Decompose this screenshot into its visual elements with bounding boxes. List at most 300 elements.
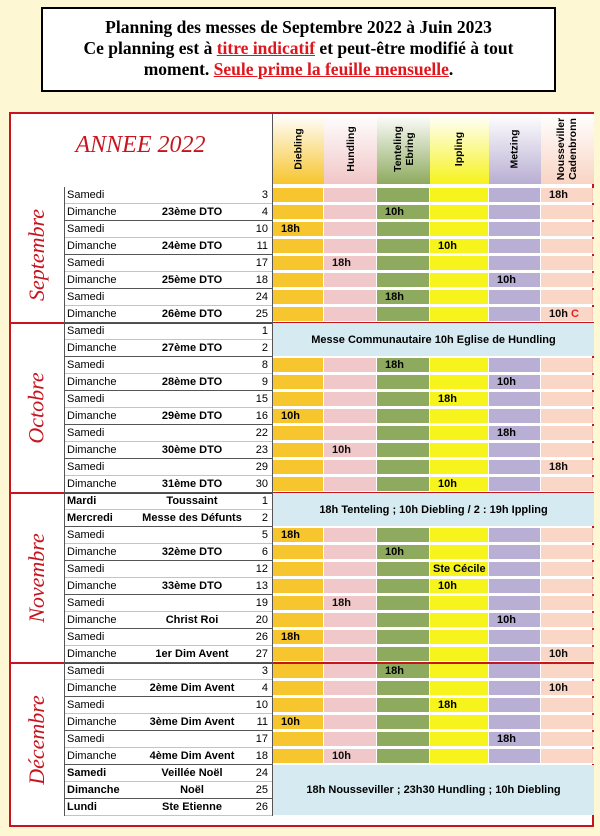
row-day: Mercredi	[67, 512, 113, 524]
mass-time-cell: 18h	[324, 256, 377, 271]
mass-time-cell	[377, 443, 430, 458]
mass-time-cell	[430, 528, 489, 543]
column-header-label: Nousseviller Cadenbronn	[555, 117, 580, 181]
row-date: 25	[255, 784, 268, 796]
row-liturgy: 4ème Dim Avent	[149, 750, 235, 762]
mass-time-cell	[489, 579, 541, 594]
column-header-label: Metzing	[508, 129, 521, 169]
row-date: 19	[255, 597, 268, 609]
column-header-label: Tenteling Ebring	[391, 126, 416, 172]
row-day: Samedi	[67, 257, 105, 269]
row-day: Dimanche	[67, 614, 117, 626]
mass-time-cell	[273, 375, 324, 390]
mass-time-cell	[541, 579, 594, 594]
mass-time-cell: 10h	[489, 273, 541, 288]
column-header-5	[541, 114, 594, 184]
row-day: Mardi	[67, 495, 97, 507]
mass-time-cell	[541, 562, 594, 577]
mass-time-cell	[541, 477, 594, 492]
monthly-sheet-emphasis: Seule prime la feuille mensuelle	[213, 59, 449, 79]
mass-time-cell	[273, 698, 324, 713]
mass-time-cell	[489, 630, 541, 645]
mass-time-cell	[324, 426, 377, 441]
row-liturgy: 25ème DTO	[161, 274, 223, 286]
mass-time-cell	[324, 392, 377, 407]
row-day: Samedi	[67, 189, 105, 201]
row-day: Samedi	[67, 461, 105, 473]
row-day: Dimanche	[67, 648, 117, 660]
mass-time-cell	[430, 256, 489, 271]
row-date: 18	[255, 274, 268, 286]
mass-time-cell	[324, 698, 377, 713]
mass-time-cell	[489, 443, 541, 458]
month-name: Novembre	[24, 533, 50, 623]
row-day: Samedi	[67, 733, 105, 745]
mass-time-cell: 18h	[430, 392, 489, 407]
mass-time-cell	[489, 596, 541, 611]
row-date: 26	[255, 801, 268, 813]
row-day: Samedi	[67, 563, 105, 575]
row-day: Samedi	[67, 529, 105, 541]
row-day: Samedi	[67, 631, 105, 643]
mass-time-cell: 10h	[430, 477, 489, 492]
mass-time-cell: 10h	[430, 579, 489, 594]
column-header-3	[430, 114, 489, 184]
row-day: Dimanche	[67, 274, 117, 286]
row-liturgy: Christ Roi	[165, 614, 219, 626]
mass-time-cell	[430, 290, 489, 305]
row-day: Dimanche	[67, 682, 117, 694]
mass-time-cell	[324, 545, 377, 560]
row-day: Samedi	[67, 597, 105, 609]
row-day: Dimanche	[67, 206, 117, 218]
row-day: Dimanche	[67, 750, 117, 762]
mass-time-cell: 18h	[273, 222, 324, 237]
row-date: 5	[261, 529, 268, 541]
mass-time-cell	[430, 426, 489, 441]
row-date: 10	[255, 223, 268, 235]
row-day: Dimanche	[67, 308, 117, 320]
mass-time-cell	[377, 392, 430, 407]
mass-time-cell: 10h	[489, 613, 541, 628]
row-liturgy: 26ème DTO	[161, 308, 223, 320]
mass-time-cell	[377, 647, 430, 662]
mass-time-cell: 10h	[273, 409, 324, 424]
mass-time-cell	[324, 664, 377, 679]
month-label-2	[11, 493, 63, 663]
mass-time-cell	[324, 375, 377, 390]
mass-time-cell	[324, 290, 377, 305]
row-day: Samedi	[67, 699, 105, 711]
mass-time-cell	[430, 681, 489, 696]
row-date: 1	[261, 495, 268, 507]
mass-time-cell	[377, 426, 430, 441]
row-day: Dimanche	[67, 784, 120, 796]
mass-time-cell	[324, 681, 377, 696]
mass-time-cell	[377, 239, 430, 254]
mass-time-cell	[377, 188, 430, 203]
row-date: 20	[255, 614, 268, 626]
mass-time-cell	[324, 307, 377, 322]
mass-time-cell: 18h	[541, 460, 594, 475]
header-notice	[41, 7, 556, 92]
mass-time-cell	[324, 477, 377, 492]
mass-time-cell	[541, 290, 594, 305]
row-day: Dimanche	[67, 580, 117, 592]
mass-time-cell: 18h	[273, 630, 324, 645]
special-mass-banner: 18h Tenteling ; 10h Diebling / 2 : 19h Ippling	[273, 493, 594, 526]
column-header-4	[489, 114, 541, 184]
row-date: 8	[261, 359, 268, 371]
mass-time-cell	[430, 749, 489, 764]
row-liturgy: Toussaint	[166, 495, 218, 507]
row-date: 4	[261, 206, 268, 218]
mass-time-cell	[273, 749, 324, 764]
mass-time-cell	[541, 443, 594, 458]
row-day: Dimanche	[67, 546, 117, 558]
mass-time-cell	[541, 256, 594, 271]
mass-time-cell	[324, 732, 377, 747]
row-date: 29	[255, 461, 268, 473]
mass-time-cell	[541, 358, 594, 373]
row-date: 22	[255, 427, 268, 439]
row-date: 27	[255, 648, 268, 660]
mass-time-cell	[489, 205, 541, 220]
row-date: 16	[255, 410, 268, 422]
mass-time-cell	[489, 307, 541, 322]
mass-time-cell: 10h	[377, 205, 430, 220]
mass-time-cell	[430, 647, 489, 662]
row-liturgy: Ste Etienne	[162, 801, 222, 813]
header-line-2: Ce planning est à titre indicatif et peut-être modifié à tout	[83, 38, 514, 58]
row-liturgy: 24ème DTO	[161, 240, 223, 252]
mass-time-cell: 10h	[541, 681, 594, 696]
mass-time-cell	[430, 409, 489, 424]
mass-time-cell	[273, 596, 324, 611]
mass-time-cell	[430, 460, 489, 475]
mass-time-cell	[273, 307, 324, 322]
row-date: 17	[255, 257, 268, 269]
mass-time-cell	[489, 239, 541, 254]
mass-time-cell	[541, 596, 594, 611]
mass-time-cell: 18h	[541, 188, 594, 203]
mass-time-cell: 18h	[489, 732, 541, 747]
mass-time-cell	[324, 579, 377, 594]
mass-time-cell	[377, 613, 430, 628]
row-date: 23	[255, 444, 268, 456]
mass-time-cell: Ste Cécile	[430, 562, 489, 577]
indicative-emphasis: titre indicatif	[216, 38, 316, 58]
row-day: Dimanche	[67, 478, 117, 490]
mass-time-cell	[430, 715, 489, 730]
mass-time-cell	[273, 545, 324, 560]
mass-time-cell	[430, 307, 489, 322]
month-label-0	[11, 187, 63, 323]
row-day: Samedi	[67, 359, 105, 371]
mass-time-cell	[324, 562, 377, 577]
mass-time-cell	[377, 307, 430, 322]
mass-time-cell	[377, 579, 430, 594]
mass-time-cell	[273, 188, 324, 203]
row-day: Dimanche	[67, 410, 117, 422]
row-liturgy: 28ème DTO	[161, 376, 223, 388]
mass-time-cell: 10h	[430, 239, 489, 254]
mass-time-cell	[324, 460, 377, 475]
mass-time-cell: 10h	[324, 749, 377, 764]
mass-time-cell: 10h	[324, 443, 377, 458]
mass-time-cell	[489, 222, 541, 237]
mass-time-cell	[430, 630, 489, 645]
mass-time-cell: 10h	[273, 715, 324, 730]
mass-time-cell	[324, 239, 377, 254]
mass-time-cell	[489, 528, 541, 543]
mass-time-cell	[377, 409, 430, 424]
mass-time-cell	[489, 562, 541, 577]
mass-time-cell	[430, 358, 489, 373]
mass-time-cell	[430, 205, 489, 220]
row-date: 6	[261, 546, 268, 558]
special-mass-banner: Messe Communautaire 10h Eglise de Hundling	[273, 323, 594, 356]
row-day: Dimanche	[67, 376, 117, 388]
mass-time-cell	[324, 528, 377, 543]
mass-time-cell	[489, 256, 541, 271]
row-date: 26	[255, 631, 268, 643]
row-liturgy: 23ème DTO	[161, 206, 223, 218]
mass-time-cell	[377, 732, 430, 747]
mass-time-cell	[430, 664, 489, 679]
mass-time-cell	[273, 239, 324, 254]
row-date: 25	[255, 308, 268, 320]
row-day: Lundi	[67, 801, 97, 813]
mass-time-cell: 18h	[430, 698, 489, 713]
mass-time-cell: 10h C	[541, 307, 594, 322]
mass-time-cell	[377, 596, 430, 611]
mass-time-cell	[430, 613, 489, 628]
mass-time-cell	[489, 392, 541, 407]
row-date: 13	[255, 580, 268, 592]
mass-time-cell	[377, 681, 430, 696]
mass-time-cell	[273, 460, 324, 475]
mass-time-cell	[273, 477, 324, 492]
row-liturgy: 32ème DTO	[161, 546, 223, 558]
row-liturgy: 1er Dim Avent	[155, 648, 229, 660]
mass-time-cell	[324, 613, 377, 628]
row-date: 10	[255, 699, 268, 711]
row-day: Dimanche	[67, 444, 117, 456]
row-liturgy: 3ème Dim Avent	[149, 716, 235, 728]
row-date: 12	[255, 563, 268, 575]
mass-time-cell	[273, 205, 324, 220]
mass-time-cell	[324, 715, 377, 730]
mass-time-cell	[324, 409, 377, 424]
mass-time-cell	[541, 698, 594, 713]
mass-time-cell	[489, 358, 541, 373]
mass-time-cell: 10h	[541, 647, 594, 662]
mass-time-cell	[541, 732, 594, 747]
month-label-1	[11, 323, 63, 493]
mass-time-cell	[430, 596, 489, 611]
row-day: Samedi	[67, 665, 105, 677]
mass-time-cell	[541, 392, 594, 407]
mass-time-cell	[541, 545, 594, 560]
mass-time-cell	[273, 562, 324, 577]
mass-time-cell	[541, 630, 594, 645]
mass-time-cell	[273, 392, 324, 407]
mass-time-cell	[273, 579, 324, 594]
mass-time-cell	[377, 562, 430, 577]
row-date: 2	[261, 342, 268, 354]
mass-time-cell	[430, 545, 489, 560]
row-day: Samedi	[67, 767, 107, 779]
mass-time-cell: 18h	[324, 596, 377, 611]
mass-time-cell	[377, 477, 430, 492]
row-liturgy: 31ème DTO	[161, 478, 223, 490]
mass-time-cell	[489, 188, 541, 203]
mass-time-cell	[430, 273, 489, 288]
mass-time-cell	[541, 205, 594, 220]
mass-time-cell	[273, 426, 324, 441]
mass-time-cell	[273, 358, 324, 373]
mass-time-cell: 10h	[489, 375, 541, 390]
mass-time-cell	[489, 409, 541, 424]
row-day: Dimanche	[67, 240, 117, 252]
mass-time-cell	[324, 222, 377, 237]
mass-time-cell	[324, 273, 377, 288]
row-liturgy: 30ème DTO	[161, 444, 223, 456]
row-date: 17	[255, 733, 268, 745]
row-date: 30	[255, 478, 268, 490]
mass-time-cell	[489, 290, 541, 305]
row-date: 24	[255, 767, 268, 779]
mass-time-cell	[377, 460, 430, 475]
row-liturgy: 29ème DTO	[161, 410, 223, 422]
mass-time-cell	[541, 222, 594, 237]
column-header-1	[324, 114, 377, 184]
row-day: Samedi	[67, 393, 105, 405]
row-day: Dimanche	[67, 716, 117, 728]
mass-time-cell	[541, 426, 594, 441]
mass-time-cell	[377, 698, 430, 713]
mass-time-cell	[489, 460, 541, 475]
row-date: 11	[256, 716, 268, 728]
mass-time-cell	[273, 443, 324, 458]
mass-time-cell	[377, 273, 430, 288]
mass-time-cell	[324, 647, 377, 662]
mass-time-cell	[273, 664, 324, 679]
mass-time-cell	[324, 205, 377, 220]
mass-time-cell	[541, 409, 594, 424]
mass-time-cell	[541, 273, 594, 288]
row-date: 1	[261, 325, 268, 337]
column-header-0	[273, 114, 324, 184]
row-line	[64, 815, 272, 816]
row-day: Samedi	[67, 325, 105, 337]
row-date: 18	[255, 750, 268, 762]
mass-time-cell	[324, 358, 377, 373]
mass-time-cell: 18h	[489, 426, 541, 441]
mass-time-cell	[377, 630, 430, 645]
row-date: 9	[261, 376, 268, 388]
mass-time-cell	[541, 528, 594, 543]
mass-time-cell: 18h	[377, 664, 430, 679]
row-liturgy: 27ème DTO	[161, 342, 223, 354]
mass-time-cell	[273, 290, 324, 305]
row-date: 3	[261, 665, 268, 677]
mass-time-cell	[489, 477, 541, 492]
mass-time-cell	[489, 698, 541, 713]
mass-time-cell	[324, 630, 377, 645]
mass-time-cell	[541, 239, 594, 254]
row-day: Samedi	[67, 427, 105, 439]
row-date: 15	[255, 393, 268, 405]
mass-time-cell	[273, 647, 324, 662]
row-liturgy: 33ème DTO	[161, 580, 223, 592]
row-date: 11	[256, 240, 268, 252]
mass-time-cell	[273, 256, 324, 271]
mass-time-cell: 18h	[377, 290, 430, 305]
column-header-label: Hundling	[344, 126, 357, 172]
header-line-3: moment. Seule prime la feuille mensuelle.	[143, 59, 454, 79]
column-header-label: Diebling	[292, 128, 305, 170]
mass-time-cell	[430, 443, 489, 458]
column-header-label: Ippling	[453, 131, 466, 167]
column-header-2	[377, 114, 430, 184]
mass-time-cell	[541, 715, 594, 730]
row-day: Dimanche	[67, 342, 117, 354]
mass-time-cell	[541, 375, 594, 390]
mass-time-cell	[541, 749, 594, 764]
month-name: Septembre	[24, 208, 50, 302]
mass-time-cell	[430, 732, 489, 747]
month-label-3	[11, 663, 63, 816]
mass-time-cell	[489, 749, 541, 764]
row-date: 2	[261, 512, 268, 524]
mass-time-cell	[273, 613, 324, 628]
mass-time-cell	[377, 528, 430, 543]
mass-time-cell	[377, 715, 430, 730]
row-day: Samedi	[67, 223, 105, 235]
special-mass-banner: 18h Nousseviller ; 23h30 Hundling ; 10h Diebling	[273, 765, 594, 815]
mass-time-cell	[489, 545, 541, 560]
header-line-1: Planning des messes de Septembre 2022 à Juin 2023	[105, 17, 492, 37]
mass-time-cell	[489, 647, 541, 662]
mass-time-cell	[489, 715, 541, 730]
mass-time-cell	[541, 664, 594, 679]
month-name: Décembre	[24, 694, 49, 785]
mass-time-cell: 18h	[377, 358, 430, 373]
row-liturgy: Noël	[180, 784, 204, 796]
row-liturgy: Veillée Noël	[161, 767, 223, 779]
mass-time-cell	[430, 188, 489, 203]
row-liturgy: Messe des Défunts	[142, 512, 242, 524]
row-date: 3	[261, 189, 268, 201]
mass-time-cell: 18h	[273, 528, 324, 543]
mass-time-cell	[273, 273, 324, 288]
month-name: Octobre	[24, 372, 49, 444]
mass-time-cell	[489, 664, 541, 679]
mass-time-cell	[377, 749, 430, 764]
row-date: 24	[255, 291, 268, 303]
mass-time-cell	[273, 732, 324, 747]
row-day: Samedi	[67, 291, 105, 303]
row-liturgy: 2ème Dim Avent	[149, 682, 235, 694]
mass-time-cell	[377, 222, 430, 237]
mass-time-cell	[489, 681, 541, 696]
column-divider	[64, 187, 65, 816]
mass-time-cell	[377, 256, 430, 271]
mass-time-cell	[273, 681, 324, 696]
year-title: ANNEE 2022	[75, 132, 206, 158]
